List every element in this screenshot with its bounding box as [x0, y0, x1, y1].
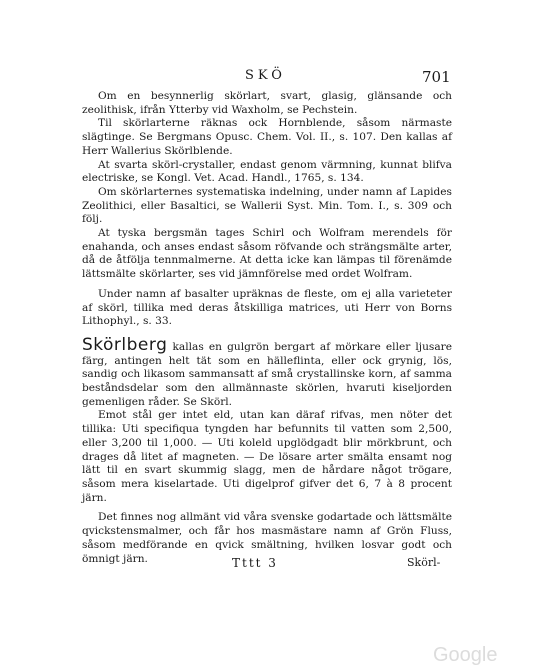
- catchword: Skörl-: [407, 556, 441, 569]
- body-text: [82, 90, 452, 566]
- paragraph: At svarta skörl-crystaller, endast genom värmning, kunnat blifva electriske, se Kongl. Vet. Acad. Handl., 1765, s. 134.: [82, 158, 452, 185]
- running-head: SKÖ: [245, 68, 286, 83]
- google-watermark: Google: [433, 644, 498, 666]
- paragraph: Til skörlarterne räknas ock Hornblende, såsom närmaste slägtinge. Se Bergmans Opusc. Chem. Vol. II., s. 107. Den kallas af Herr Wallerius Skörlblende.: [82, 117, 452, 157]
- dictionary-entry: [82, 334, 452, 410]
- page-number: 701: [422, 68, 451, 86]
- paragraph: Emot stål ger intet eld, utan kan däraf rifvas, men nöter det tillika: Uti specifiqua tyngden har befunnits til vatten som 2,500, eller 3,200 til 1,000. — Uti koleld upglödgadt blir mörkbrunt, och drages då litet af magneten. — De lösare arter smälta ensamt nog lätt til en svart skummig slagg, men de hårdare något trögare, såsom mera kiselartade. Uti digelprof gifver det 6, 7 à 8 procent järn.: [82, 409, 452, 504]
- paragraph: Det finnes nog allmänt vid våra svenske godartade och lättsmälte qvickstensmalmer, och får hos masmästare namn af Grön Fluss, såsom medförande en qvick smältning, hvilken losvar godt och ömnigt järn.: [82, 511, 452, 565]
- paragraph: At tyska bergsmän tages Schirl och Wolfram merendels för enahanda, och anses endast såsom röfvande och strängsmälte arter, då de åtfölja tennmalmerne. At detta icke kan lämpas til förenämde lättsmälte skörlarter, ses vid jämnförelse med ordet Wolfram.: [82, 227, 452, 281]
- paragraph: Under namn af basalter upräknas de fleste, om ej alla varieteter af skörl, tillika med deras åtskilliga matrices, uti Herr von Borns Lithophyl., s. 33.: [82, 287, 452, 328]
- paragraph: Om skörlarternes systematiska indelning, under namn af Lapides Zeolithici, eller Basaltici, se Wallerii Syst. Min. Tom. I., s. 309 och följ.: [82, 185, 452, 226]
- entry-headword: Skörlberg: [82, 334, 168, 355]
- entry-text: kallas en gulgrön bergart af mörkare eller ljusare färg, antingen helt tät som en hälleflinta, eller ock grynig, lös, sandig och likasom sammansatt af små crystallinske korn, af samma beståndsdelar som den allmännaste skörlen, hvaruti kiseljorden gemenligen råder. Se Skörl.: [82, 340, 452, 408]
- paragraph: Om en besynnerlig skörlart, svart, glasig, glänsande och zeolithisk, ifrån Ytterby vid Waxholm, se Pechstein.: [82, 90, 452, 116]
- signature-mark: Tttt 3: [232, 556, 278, 570]
